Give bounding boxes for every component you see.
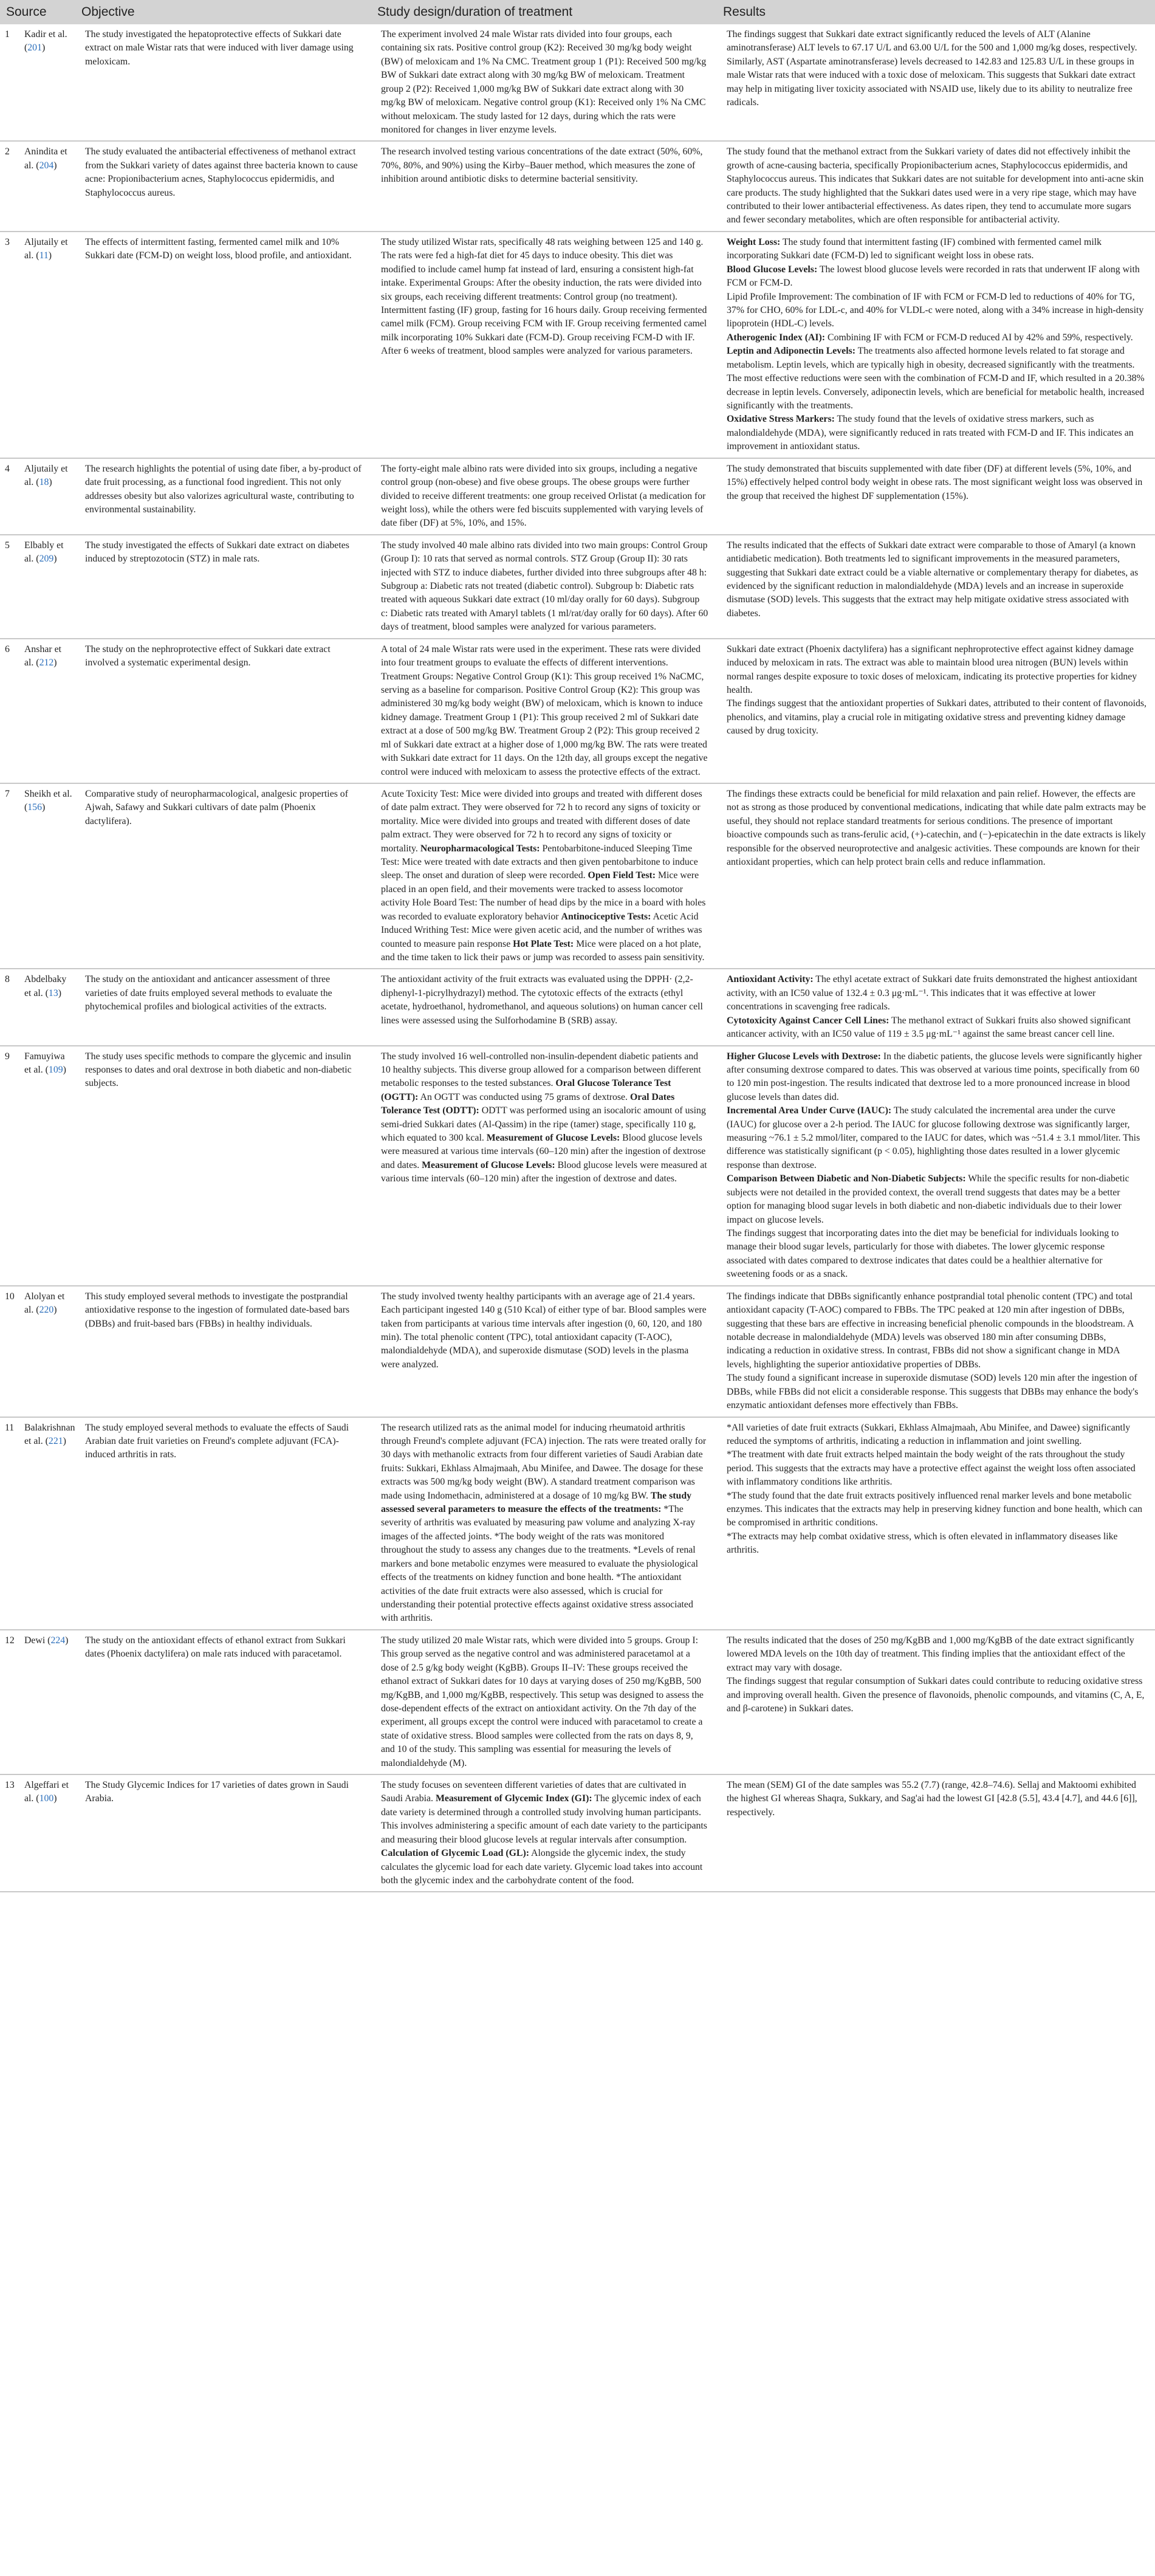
table-row <box>0 1286 1155 1417</box>
design-cell <box>371 1417 717 1630</box>
source-close: ) <box>53 1793 57 1804</box>
results-part-text: The treatments also affected hormone levels related to fat storage and metabolism. Leptin levels, which are typically high in obesity, decreased significantly with the treatments. The most effective reductions were seen with the combination of FCM-D and IF, which resulted in a 20.38% decrease in leptin levels. Conversely, adiponectin levels, which are beneficial for metabolic health, increased significantly with the treatments. <box>727 346 1145 411</box>
results-paragraph: The findings suggest that regular consumption of Sukkari dates could contribute to reducing oxidative stress and improving overall health. Given the presence of flavonoids, phenolic compounds, and vitamins (C, A, E, and β-carotene) in Sukkari dates. <box>727 1676 1145 1714</box>
objective-cell: Comparative study of neuropharmacological, analgesic properties of Ajwah, Safawy and Sukkari cultivars of date palm (Phoenix dactylifera). <box>75 783 371 969</box>
results-part-text: The findings suggest that incorporating dates into the diet may be beneficial for individuals looking to manage their blood sugar levels, particularly for those with diabetes. The lower glycemic response associated with dates compared to dextrose indicates that dates could be a healthier alternative for sweetening foods or as a snack. <box>727 1228 1119 1280</box>
reference-link[interactable]: 204 <box>39 160 54 171</box>
objective-cell: The study on the antioxidant effects of ethanol extract from Sukkari dates (Phoenix dactylifera) on male rats induced with paracetamol. <box>75 1630 371 1774</box>
results-cell: The study found that the methanol extract from the Sukkari variety of dates did not effectively inhibit the growth of acne-causing bacteria, specifically Propionibacterium acnes, Staphylococcus epidermidis, and Staphylococcus aureus. This indicates that Sukkari dates are not suitable for development into anti-acne skin care products. The study highlighted that the Sukkari dates used were in a very ripe stage, which may have contributed to their lower antibacterial effectiveness. As dates ripen, they tend to accumulate more sugars and fewer secondary metabolites, which are often responsible for antibacterial activity. <box>717 141 1155 232</box>
objective-cell: The effects of intermittent fasting, fermented camel milk and 10% Sukkari date (FCM-D) on weight loss, blood profile, and antioxidant. <box>75 232 371 458</box>
source-cell <box>22 141 75 232</box>
design-cell <box>371 783 717 969</box>
results-part-text: The ethyl acetate extract of Sukkari date fruits demonstrated the highest antioxidant activity, with an IC50 value of 132.4 ± 0.3 μg·mL⁻¹. This indicates that it was effective at lower concentrations in scavenging free radicals. <box>727 974 1137 1012</box>
results-paragraph: *The treatment with date fruit extracts helped maintain the body weight of the rats throughout the study period. This suggests that the extracts may have a protective effect against the weight loss often associated with inflammatory conditions like arthritis. <box>727 1449 1136 1488</box>
results-part-label: Comparison Between Diabetic and Non-Diabetic Subjects: <box>727 1173 966 1184</box>
design-part-text: ODTT was performed using an isocaloric amount of using semi-dried Sukkari dates (Al-Qassim) in the ripe (tamer) stage, specifically 110 g, which equated to 300 kcal. <box>381 1105 706 1144</box>
reference-link[interactable]: 13 <box>48 987 58 998</box>
row-number: 9 <box>0 1046 22 1286</box>
source-author: Alolyan et al. ( <box>24 1291 65 1316</box>
objective-cell: The Study Glycemic Indices for 17 varieties of dates grown in Saudi Arabia. <box>75 1774 371 1892</box>
results-paragraph: *All varieties of date fruit extracts (Sukkari, Ekhlass Almajmaah, Abu Minifee, and Dawee) significantly reduced the symptoms of arthritis, indicating a reduction in inflammation and joint swelling. <box>727 1422 1131 1446</box>
source-cell <box>22 458 75 535</box>
design-cell: The study involved 40 male albino rats divided into two main groups: Control Group (Group I): 10 rats that served as normal controls. STZ Group (Group II): 30 rats injected with STZ to induce diabetes, further divided into three subgroups after 48 h: Subgroup a: Diabetic rats not treated (diabetic control). Subgroup b: Diabetic rats treated with aqueous Sukkari date extract (10 ml/day orally for 60 days). Subgroup c: Diabetic rats treated with Amaryl tablets (1 ml/rat/day orally for 60 days). After 60 days of treatment, blood samples were analyzed for various parameters. <box>371 535 717 639</box>
results-part-label: Atherogenic Index (AI): <box>727 332 826 343</box>
reference-link[interactable]: 109 <box>48 1064 63 1075</box>
design-part-label: Oral Dates Tolerance Test (ODTT): <box>381 1091 675 1116</box>
results-cell: The findings these extracts could be beneficial for mild relaxation and pain relief. However, the effects are not as strong as those produced by conventional medications, indicating that while date palm extracts may be useful, they should not replace standard treatments for serious conditions. The presence of important bioactive compounds such as trans-ferulic acid, (+)-catechin, and (−)-epicatechin in the date extracts is likely responsible for the observed neuroprotective and analgesic activities. These compounds are known for their antioxidant properties, which can help protect brain cells and reduce inflammation. <box>717 783 1155 969</box>
table-row <box>0 1774 1155 1892</box>
results-paragraph: The results indicated that the doses of 250 mg/KgBB and 1,000 mg/KgBB of the date extract significantly lowered MDA levels on the 10th day of treatment. This finding implies that the antioxidant effect of the extract may vary with dosage. <box>727 1635 1134 1673</box>
design-part-text: Acute Toxicity Test: Mice were divided into groups and treated with different doses of date palm extract. They were observed for 72 h to record any signs of toxicity or mortality. Mice were divided into groups and treated with different doses of date palm extract. They were observed for 72 h to record any signs of toxicity or mortality. <box>381 788 702 854</box>
source-cell <box>22 232 75 458</box>
results-cell: The findings suggest that Sukkari date extract significantly reduced the levels of ALT (Alanine aminotransferase) ALT levels to 67.17 U/L and 63.00 U/L for the 500 and 1,000 mg/kg doses, respectively. Similarly, AST (Aspartate aminotransferase) levels decreased to 142.83 and 125.83 U/L in these groups in male Wistar rats that were induced with a toxic dose of meloxicam. This suggests that Sukkari date extract may help in mitigating liver toxicity associated with NSAID use, likely due to its ability to neutralize free radicals. <box>717 24 1155 141</box>
row-number: 8 <box>0 969 22 1045</box>
results-part-text: The lowest blood glucose levels were recorded in rats that underwent IF along with FCM or FCM-D. <box>727 264 1140 289</box>
results-part-text: The methanol extract of Sukkari fruits also showed significant anticancer activity, with an IC50 value of 119 ± 3.5 μg·mL⁻¹ against the same breast cancer cell line. <box>727 1015 1131 1040</box>
design-part-label: Measurement of Glucose Levels: <box>486 1133 620 1144</box>
objective-cell: The research highlights the potential of using date fiber, a by-product of date fruit processing, as a functional food ingredient. This not only addresses obesity but also valorizes agricultural waste, contributing to environmental sustainability. <box>75 458 371 535</box>
table-row <box>0 141 1155 232</box>
reference-link[interactable]: 100 <box>39 1793 54 1804</box>
design-part-text: Blood glucose levels were measured at various time intervals (60–120 min) after the ingestion of dextrose and dates. <box>381 1133 706 1170</box>
results-paragraph: The findings suggest that the antioxidant properties of Sukkari dates, attributed to their content of flavonoids, phenolics, and vitamins, play a crucial role in mitigating oxidative stress and preventing kidney damage caused by drug toxicity. <box>727 698 1146 737</box>
source-cell <box>22 1417 75 1630</box>
table-row <box>0 1417 1155 1630</box>
reference-link[interactable]: 201 <box>27 43 42 53</box>
table-row <box>0 232 1155 458</box>
results-cell: The results indicated that the effects of Sukkari date extract were comparable to those of Amaryl (a known antidiabetic medication). Both treatments led to significant improvements in the measured parameters, suggesting that Sukkari date extract could be a viable alternative or complementary therapy for diabetes, as evidenced by the significant reduction in malondialdehyde (MDA) levels and an increase in superoxide dismutase (SOD) levels. This suggests that the extract may help mitigate oxidative stress associated with diabetes. <box>717 535 1155 639</box>
table-row <box>0 24 1155 141</box>
source-close: ) <box>53 160 57 171</box>
design-cell <box>371 1046 717 1286</box>
design-cell: The experiment involved 24 male Wistar rats divided into four groups, each containing six rats. Positive control group (K2): Received 30 mg/kg body weight (BW) of meloxicam and 1% Na CMC. Treatment group 1 (P1): Received 500 mg/kg BW of Sukkari date extract along with 30 mg/kg BW of meloxicam. Treatment group 2 (P2): Received 1,000 mg/kg BW of Sukkari date extract along with 30 mg/kg BW of meloxicam. Negative control group (K1): Received only 1% Na CMC without meloxicam. The study lasted for 12 days, during which the rats were monitored for changes in liver enzyme levels. <box>371 24 717 141</box>
source-author: Dewi ( <box>24 1635 51 1646</box>
objective-cell: The study investigated the effects of Sukkari date extract on diabetes induced by streptozotocin (STZ) in male rats. <box>75 535 371 639</box>
results-cell <box>717 1046 1155 1286</box>
source-close: ) <box>58 987 61 998</box>
results-part-text: The study calculated the incremental area under the curve (IAUC) for glucose over a 2-h period. The IAUC for glucose following dextrose was significantly larger, measuring ~76.1 ± 5.2 mmol/liter, compared to the IAUC for dates, which was ~51.4 ± 3.1 mmol/liter. This difference was statistically significant (p < 0.05), highlighting those dates resulted in a lower glycemic response than dextrose. <box>727 1105 1140 1170</box>
source-cell <box>22 783 75 969</box>
reference-link[interactable]: 220 <box>39 1305 54 1316</box>
source-cell <box>22 24 75 141</box>
results-part-label: Oxidative Stress Markers: <box>727 414 835 425</box>
source-close: ) <box>53 1305 57 1316</box>
source-cell <box>22 1286 75 1417</box>
design-part-text: *The severity of arthritis was evaluated by measuring paw volume and analyzing X-ray images of the affected joints. *The body weight of the rats was monitored throughout the study to assess any changes due to the treatments. *Levels of renal markers and bone metabolic enzymes were measured to evaluate the physiological effects of the treatments on kidney function and bone health. *The antioxidant activities of the date fruit extracts were also assessed, which is crucial for understanding their potential protective effects against oxidative stress associated with arthritis. <box>381 1504 698 1624</box>
row-number: 7 <box>0 783 22 969</box>
design-cell <box>371 1774 717 1892</box>
design-cell: The study involved twenty healthy participants with an average age of 21.4 years. Each participant ingested 140 g (510 Kcal) of either type of bar. Blood samples were taken from participants at various time intervals after ingestion (0, 60, 120, and 180 min). The total phenolic content (TPC), total antioxidant capacity (T-AOC), malondialdehyde (MDA), and superoxide dismutase (SOD) levels in the plasma were analyzed. <box>371 1286 717 1417</box>
source-cell <box>22 969 75 1045</box>
source-author: Elbably et al. ( <box>24 540 64 565</box>
design-cell: The study utilized Wistar rats, specifically 48 rats weighing between 125 and 140 g. The rats were fed a high-fat diet for 45 days to induce obesity. This diet was modified to include camel hump fat instead of lard, ensuring a consistent high-fat intake. Experimental Groups: After the obesity induction, the rats were divided into six groups, each receiving different treatments: Control group (no treatment). Intermittent fasting (IF) group, fasting for 16 hours daily. Group receiving fermented camel milk (FCM). Group receiving FCM with IF. Group receiving fermented camel milk incorporating 10% Sukkari date (FCM-D). Group receiving FCM-D with IF. After 6 weeks of treatment, blood samples were analyzed for various parameters. <box>371 232 717 458</box>
source-author: Balakrishnan et al. ( <box>24 1422 75 1446</box>
results-part-label: Higher Glucose Levels with Dextrose: <box>727 1051 881 1062</box>
source-author: Anindita et al. ( <box>24 146 67 171</box>
objective-cell: The study evaluated the antibacterial effectiveness of methanol extract from the Sukkari variety of dates against three bacteria known to cause acne: Propionibacterium acnes, Staphylococcus epidermidis, and Staphylococcus aureus. <box>75 141 371 232</box>
source-author: Famuyiwa et al. ( <box>24 1051 65 1075</box>
design-cell: The antioxidant activity of the fruit extracts was evaluated using the DPPH· (2,2-diphenyl-1-picrylhydrazyl) method. The cytotoxic effects of the extracts (ethyl acetate, hydroethanol, hydromethanol, and aqueous solutions) on human cancer cell lines were assessed using the Sulforhodamine B (SRB) assay. <box>371 969 717 1045</box>
design-part-text: Alongside the glycemic index, the study calculates the glycemic load for each date variety. Glycemic load takes into account both the glycemic index and the carbohydrate content of the food. <box>381 1848 703 1886</box>
source-close: ) <box>63 1435 66 1446</box>
design-part-label: Hot Plate Test: <box>513 938 574 949</box>
objective-cell: The study on the nephroprotective effect of Sukkari date extract involved a systematic experimental design. <box>75 639 371 783</box>
objective-cell: The study on the antioxidant and anticancer assessment of three varieties of date fruits employed several methods to evaluate the phytochemical profiles and biological activities of the extracts. <box>75 969 371 1045</box>
design-part-label: Open Field Test: <box>588 870 656 881</box>
results-part-text: The study found that intermittent fasting (IF) combined with fermented camel milk incorporating Sukkari date (FCM-D) led to significant weight loss in obese rats. <box>727 236 1102 261</box>
results-paragraph: *The extracts may help combat oxidative stress, which is often elevated in inflammatory diseases like arthritis. <box>727 1531 1118 1556</box>
results-paragraph: Sukkari date extract (Phoenix dactylifera) has a significant nephroprotective effect against kidney damage induced by meloxicam in rats. The extract was able to maintain blood urea nitrogen (BUN) levels within normal ranges despite exposure to toxic doses of meloxicam, indicating its protective properties for kidney health. <box>727 644 1137 695</box>
reference-link[interactable]: 212 <box>39 658 54 668</box>
results-part-text: In the diabetic patients, the glucose levels were significantly higher after consuming dextrose compared to dates. This was observed at various time points, specifically from 60 to 120 min post-ingestion. The results indicated that dextrose led to a more pronounced increase in blood glucose levels than dates did. <box>727 1051 1142 1102</box>
design-part-label: Oral Glucose Tolerance Test (OGTT): <box>381 1078 671 1102</box>
results-part-label: Weight Loss: <box>727 236 781 247</box>
row-number: 3 <box>0 232 22 458</box>
results-paragraph: The findings indicate that DBBs significantly enhance postprandial total phenolic content (TPC) and total antioxidant capacity (T-AOC) compared to FBBs. The TPC peaked at 120 min after ingestion of DBBs, suggesting that these bars are effective in increasing beneficial phenolic compounds in the bloodstream. A notable decrease in malondialdehyde (MDA) levels was observed 180 min after consuming DBBs, indicating a reduction in oxidative stress. In contrast, FBBs did not show a significant change in MDA levels, highlighting the superior antioxidative properties of DBBs. <box>727 1291 1134 1370</box>
objective-cell: The study employed several methods to evaluate the effects of Saudi Arabian date fruit varieties on Freund's complete adjuvant (FCA)-induced arthritis in rats. <box>75 1417 371 1630</box>
results-part-label: Cytotoxicity Against Cancer Cell Lines: <box>727 1015 889 1026</box>
reference-link[interactable]: 209 <box>39 554 54 565</box>
design-cell: The study utilized 20 male Wistar rats, which were divided into 5 groups. Group I: This group served as the negative control and was administered paracetamol at a dose of 2.5 g/kg body weight (KgBB). Groups II–IV: These groups received the ethanol extract of Sukkari dates for 10 days at varying doses of 250 mg/KgBB, 500 mg/KgBB, and 1,000 mg/KgBB, respectively. This setup was designed to assess the dose-dependent effects of the extract on antioxidant activity. On the 7th day of the experiment, all groups except the control were induced with paracetamol to create a state of oxidative stress. Blood samples were collected from the rats on days 8, 9, and 10 of the study. This sampling was essential for measuring the levels of malondialdehyde (M). <box>371 1630 717 1774</box>
row-number: 10 <box>0 1286 22 1417</box>
reference-link[interactable]: 11 <box>39 250 49 261</box>
source-cell <box>22 639 75 783</box>
design-part-text: Blood glucose levels were measured at various time intervals (60–120 min) after the ingestion of dextrose and dates. <box>381 1159 707 1184</box>
results-part-text: Combining IF with FCM or FCM-D reduced AI by 42% and 59%, respectively. <box>825 332 1133 343</box>
source-author: Anshar et al. ( <box>24 644 61 668</box>
source-close: ) <box>65 1635 69 1646</box>
objective-cell: This study employed several methods to investigate the postprandial antioxidative response to the ingestion of formulated date-based bars (DBBs) and fruit-based bars (FBBs) in healthy individuals. <box>75 1286 371 1417</box>
source-author: Algeffari et al. ( <box>24 1780 69 1804</box>
row-number: 13 <box>0 1774 22 1892</box>
table-row <box>0 639 1155 783</box>
source-close: ) <box>53 554 57 565</box>
design-part-label: Antinociceptive Tests: <box>561 911 651 922</box>
results-cell <box>717 1286 1155 1417</box>
design-part-text: An OGTT was conducted using 75 grams of dextrose. <box>418 1091 630 1102</box>
results-cell <box>717 1630 1155 1774</box>
results-cell <box>717 969 1155 1045</box>
reference-link[interactable]: 18 <box>39 477 49 488</box>
design-part-label: Neuropharmacological Tests: <box>420 843 540 854</box>
row-number: 4 <box>0 458 22 535</box>
header-results: Results <box>717 0 1155 24</box>
design-part-text: Mice were placed on a hot plate, and the time taken to lick their paws or jump was recorded to assess pain sensitivity. <box>381 938 705 963</box>
source-close: ) <box>53 658 57 668</box>
source-cell <box>22 1774 75 1892</box>
results-part-label: Blood Glucose Levels: <box>727 264 818 275</box>
results-cell <box>717 1417 1155 1630</box>
design-part-text: Acetic Acid Induced Writhing Test: Mice were given acetic acid, and the number of writhes was counted to measure pain response <box>381 911 702 949</box>
source-author: Sheikh et al. ( <box>24 788 72 813</box>
table-row <box>0 969 1155 1045</box>
header-design: Study design/duration of treatment <box>371 0 717 24</box>
design-part-label: The study assessed several parameters to measure the effects of the treatments: <box>381 1490 692 1515</box>
design-cell: The forty-eight male albino rats were divided into six groups, including a negative control group (non-obese) and five obese groups. The obese groups were further divided to receive different treatments: one group received Orlistat (a medication for weight loss), while the others were fed biscuits supplemented with varying levels of date fiber (DF) at 5%, 10%, and 15%. <box>371 458 717 535</box>
results-cell <box>717 232 1155 458</box>
results-part-label: Incremental Area Under Curve (IAUC): <box>727 1105 892 1116</box>
design-cell: A total of 24 male Wistar rats were used in the experiment. These rats were divided into four treatment groups to evaluate the effects of different interventions. Treatment Groups: Negative Control Group (K1): This group received 1% NaCMC, serving as a baseline for comparison. Positive Control Group (K2): This group was administered 30 mg/kg body weight (BW) of meloxicam, which is known to induce kidney damage. Treatment Group 1 (P1): This group received 2 ml of Sukkari date extract at a dose of 500 mg/kg BW. Treatment Group 2 (P2): This group received 2 ml of Sukkari date extract at a higher dose of 1,000 mg/kg BW. The rats were treated with Sukkari date extract for 11 days. On the 12th day, all groups except the negative control were induced with meloxicam to assess the protective effects of the extract. <box>371 639 717 783</box>
results-part-text: Lipid Profile Improvement: The combination of IF with FCM or FCM-D led to reductions of 40% for TG, 37% for CHO, 60% for LDL-c, and 40% for VLDL-c were noted, along with a 34% increase in high-density lipoprotein (HDL-C) levels. <box>727 291 1144 329</box>
source-cell <box>22 535 75 639</box>
table-header-row <box>0 0 1155 24</box>
reference-link[interactable]: 156 <box>27 802 42 813</box>
table-row <box>0 1630 1155 1774</box>
source-close: ) <box>63 1064 66 1075</box>
source-close: ) <box>49 477 52 488</box>
results-paragraph: *The study found that the date fruit extracts positively influenced renal marker levels and bone metabolic enzymes. This indicates that the extracts may help in preserving kidney function and bone health, which can be compromised in arthritic conditions. <box>727 1490 1143 1528</box>
row-number: 11 <box>0 1417 22 1630</box>
source-close: ) <box>48 250 52 261</box>
source-cell <box>22 1046 75 1286</box>
results-part-label: Leptin and Adiponectin Levels: <box>727 346 855 357</box>
design-part-text: The study focuses on seventeen different varieties of dates that are cultivated in Saudi Arabia. <box>381 1780 687 1804</box>
source-author: Aljutaily et al. ( <box>24 236 68 261</box>
results-cell: The mean (SEM) GI of the date samples was 55.2 (7.7) (range, 42.8–74.6). Sellaj and Maktoomi exhibited the highest GI whereas Shaqra, Sukkary, and Sag'ai had the lowest GI [42.8 (5.5], 43.4 [4.7], and 44.6 [6]], respectively. <box>717 1774 1155 1892</box>
design-part-text: The study involved 16 well-controlled non-insulin-dependent diabetic patients and 10 healthy subjects. This diverse group allowed for a comparison between different metabolic responses to the tested substances. <box>381 1051 701 1089</box>
row-number: 6 <box>0 639 22 783</box>
row-number: 12 <box>0 1630 22 1774</box>
row-number: 2 <box>0 141 22 232</box>
header-objective: Objective <box>75 0 371 24</box>
design-part-label: Calculation of Glycemic Load (GL): <box>381 1848 529 1859</box>
table-row <box>0 458 1155 535</box>
source-author: Aljutaily et al. ( <box>24 463 68 488</box>
results-cell: The study demonstrated that biscuits supplemented with date fiber (DF) at different levels (5%, 10%, and 15%) effectively helped control body weight in obese rats. The most significant weight loss was observed in the group that received the highest DF supplementation (15%). <box>717 458 1155 535</box>
header-source: Source <box>0 0 75 24</box>
reference-link[interactable]: 221 <box>48 1435 63 1446</box>
table-row <box>0 1046 1155 1286</box>
objective-cell: The study investigated the hepatoprotective effects of Sukkari date extract on male Wistar rats that were induced with liver damage using meloxicam. <box>75 24 371 141</box>
design-part-label: Measurement of Glucose Levels: <box>422 1159 555 1170</box>
results-part-label: Antioxidant Activity: <box>727 974 814 985</box>
source-close: ) <box>41 43 46 53</box>
source-author: Abdelbaky et al. ( <box>24 974 67 998</box>
reference-link[interactable]: 224 <box>50 1635 66 1646</box>
row-number: 1 <box>0 24 22 141</box>
results-paragraph: The study found a significant increase in superoxide dismutase (SOD) levels 120 min after the ingestion of DBBs, while FBBs did not elicit a considerable response. This suggests that DBBs may enhance the body's enzymatic antioxidant defenses more effectively than FBBs. <box>727 1373 1139 1411</box>
design-part-text: The glycemic index of each date variety is determined through a controlled study involving human participants. This involves administering a specific amount of each date variety to the participants and measuring their blood glucose levels at regular intervals after consumption. <box>381 1793 707 1845</box>
design-part-label: Measurement of Glycemic Index (GI): <box>435 1793 592 1804</box>
source-cell <box>22 1630 75 1774</box>
source-close: ) <box>41 802 46 813</box>
results-cell <box>717 639 1155 783</box>
design-cell: The research involved testing various concentrations of the date extract (50%, 60%, 70%, 80%, and 90%) using the Kirby–Bauer method, which measures the zone of inhibition around antibiotic disks to determine bacterial sensitivity. <box>371 141 717 232</box>
row-number: 5 <box>0 535 22 639</box>
table-row <box>0 535 1155 639</box>
results-part-text: While the specific results for non-diabetic subjects were not detailed in the provided context, the overall trend suggests that dates may be a better option for managing blood sugar levels in both diabetic and non-diabetic individuals due to their lower impact on glucose levels. <box>727 1173 1129 1225</box>
design-part-text: The research utilized rats as the animal model for inducing rheumatoid arthritis through Freund's complete adjuvant (FCA) injection. The rats were treated orally for 30 days with methanolic extracts from four different varieties of Saudi Arabian date fruits: Sukkari, Ekhlass Almajmaah, Abu Minifee, and Dawee. The dosage for these extracts was 500 mg/kg body weight (BW). A standard treatment comparison was made using Indomethacin, administered at a dosage of 10 mg/kg BW. <box>381 1422 707 1501</box>
results-part-text: The study found that the levels of oxidative stress markers, such as malondialdehyde (MDA), were significantly reduced in rats treated with FCM-D and IF. This indicates an improvement in antioxidant status. <box>727 414 1134 452</box>
source-author: Kadir et al. ( <box>24 29 67 53</box>
objective-cell: The study uses specific methods to compare the glycemic and insulin responses to dates and oral dextrose in both diabetic and non-diabetic subjects. <box>75 1046 371 1286</box>
design-part-text: Mice were placed in an open field, and their movements were tracked to assess locomotor activity Hole Board Test: The number of head dips by the mice in a board with holes was recorded to evaluate exploratory behavior <box>381 870 706 922</box>
design-part-text: Pentobarbitone-induced Sleeping Time Test: Mice were treated with date extracts and then given pentobarbitone to induce sleep. The onset and duration of sleep were recorded. <box>381 843 698 881</box>
table-row <box>0 783 1155 969</box>
